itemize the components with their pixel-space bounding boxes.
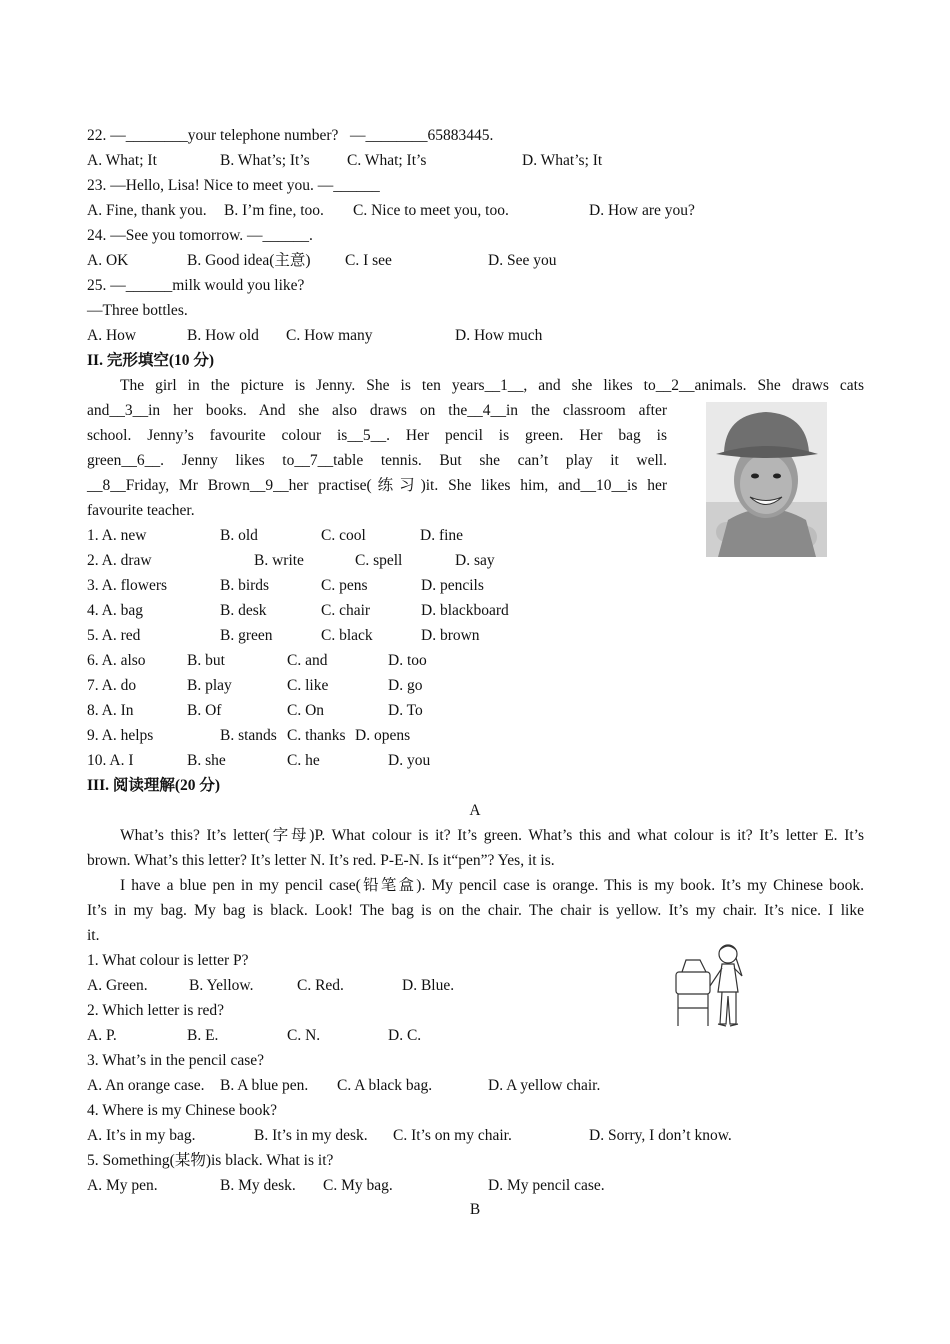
cloze-q2-c: C. spell: [355, 552, 403, 569]
q25-stem: 25. —______milk would you like?: [87, 277, 305, 294]
cloze-q3-c: C. pens: [321, 577, 368, 594]
reading-q4-stem: 4. Where is my Chinese book?: [87, 1102, 277, 1119]
reading-q1-c: C. Red.: [297, 977, 344, 994]
cloze-q3-b: B. birds: [220, 577, 270, 594]
q23-option-b: B. I’m fine, too.: [224, 202, 324, 219]
reading-q4-d: D. Sorry, I don’t know.: [589, 1127, 732, 1144]
reading-a-para1-line1: What’s this? It’s letter(字母)P. What colour is it? It’s green. What’s this and what colour is it? It’s letter E. It’s: [120, 827, 864, 844]
boy-chair-sketch-icon: [670, 942, 760, 1032]
q22-option-a: A. What; It: [87, 152, 157, 169]
cloze-q10-d: D. you: [388, 752, 431, 769]
q22-option-d: D. What’s; It: [522, 152, 603, 169]
part-a-label: A: [469, 802, 481, 819]
q25-answer-line: —Three bottles.: [87, 302, 188, 319]
section2-heading: II. 完形填空(10 分): [87, 352, 215, 369]
reading-q5-a: A. My pen.: [87, 1177, 158, 1194]
reading-a-para2-line1: I have a blue pen in my pencil case(铅笔盒). My pencil case is orange. This is my book. It’s my Chinese book.: [120, 877, 864, 894]
reading-q5-d: D. My pencil case.: [488, 1177, 605, 1194]
q22-stem: 22. —________your telephone number? —________65883445.: [87, 127, 494, 144]
cloze-q4-b: B. desk: [220, 602, 267, 619]
reading-q2-a: A. P.: [87, 1027, 117, 1044]
cloze-q7-c: C. like: [287, 677, 329, 694]
cloze-q5-c: C. black: [321, 627, 373, 644]
cloze-q2-d: D. say: [455, 552, 495, 569]
cloze-line-3: school. Jenny’s favourite colour is__5__. Her pencil is green. Her bag is: [87, 427, 667, 444]
q24-option-a: A. OK: [87, 252, 129, 269]
cloze-line-2: and__3__in her books. And she also draws on the__4__in the classroom after: [87, 402, 667, 419]
cloze-q10-a: 10. A. I: [87, 752, 134, 769]
cloze-q4-a: 4. A. bag: [87, 602, 143, 619]
cloze-q5-d: D. brown: [421, 627, 480, 644]
q23-option-a: A. Fine, thank you.: [87, 202, 207, 219]
cloze-q10-c: C. he: [287, 752, 320, 769]
q23-option-d: D. How are you?: [589, 202, 695, 219]
reading-q2-c: C. N.: [287, 1027, 321, 1044]
reading-q1-d: D. Blue.: [402, 977, 455, 994]
cloze-q7-a: 7. A. do: [87, 677, 137, 694]
q23-stem: 23. —Hello, Lisa! Nice to meet you. —______: [87, 177, 380, 194]
cloze-q10-b: B. she: [187, 752, 226, 769]
reading-q3-d: D. A yellow chair.: [488, 1077, 601, 1094]
part-b-label: B: [469, 1201, 481, 1218]
reading-q2-stem: 2. Which letter is red?: [87, 1002, 225, 1019]
reading-q3-c: C. A black bag.: [337, 1077, 433, 1094]
reading-q1-stem: 1. What colour is letter P?: [87, 952, 249, 969]
q24-option-d: D. See you: [488, 252, 557, 269]
section3-heading: III. 阅读理解(20 分): [87, 777, 221, 794]
cloze-q4-c: C. chair: [321, 602, 371, 619]
cloze-q7-b: B. play: [187, 677, 232, 694]
cloze-q8-b: B. Of: [187, 702, 222, 719]
cloze-q1-c: C. cool: [321, 527, 366, 544]
cloze-q1-d: D. fine: [420, 527, 464, 544]
girl-photo-icon: [706, 402, 827, 557]
cloze-q5-b: B. green: [220, 627, 273, 644]
q24-option-b: B. Good idea(主意): [187, 252, 311, 269]
q23-option-c: C. Nice to meet you, too.: [353, 202, 509, 219]
reading-q3-stem: 3. What’s in the pencil case?: [87, 1052, 265, 1069]
cloze-q8-a: 8. A. In: [87, 702, 134, 719]
reading-a-para2-line3: it.: [87, 927, 100, 944]
reading-q3-a: A. An orange case.: [87, 1077, 205, 1094]
cloze-q2-a: 2. A. draw: [87, 552, 152, 569]
cloze-q1-b: B. old: [220, 527, 258, 544]
cloze-q6-a: 6. A. also: [87, 652, 146, 669]
q25-option-d: D. How much: [455, 327, 543, 344]
cloze-line-5: __8__Friday, Mr Brown__9__her practise(练习)it. She likes him, and__10__is her: [87, 477, 667, 494]
q22-option-c: C. What; It’s: [347, 152, 427, 169]
reading-a-para1-line2: brown. What’s this letter? It’s letter N. It’s red. P-E-N. Is it“pen”? Yes, it is.: [87, 852, 555, 869]
reading-q1-b: B. Yellow.: [189, 977, 254, 994]
cloze-q9-c: C. thanks: [287, 727, 346, 744]
cloze-q8-c: C. On: [287, 702, 325, 719]
cloze-q7-d: D. go: [388, 677, 423, 694]
cloze-q6-b: B. but: [187, 652, 225, 669]
reading-q4-a: A. It’s in my bag.: [87, 1127, 196, 1144]
cloze-line-1: The girl in the picture is Jenny. She is ten years__1__, and she likes to__2__animals. She draws cats: [120, 377, 864, 394]
q22-option-b: B. What’s; It’s: [220, 152, 310, 169]
reading-q5-c: C. My bag.: [323, 1177, 393, 1194]
cloze-q3-a: 3. A. flowers: [87, 577, 168, 594]
q25-option-b: B. How old: [187, 327, 259, 344]
reading-q4-c: C. It’s on my chair.: [393, 1127, 512, 1144]
q24-stem: 24. —See you tomorrow. —______.: [87, 227, 313, 244]
cloze-q9-d: D. opens: [355, 727, 411, 744]
reading-q4-b: B. It’s in my desk.: [254, 1127, 368, 1144]
cloze-q5-a: 5. A. red: [87, 627, 141, 644]
q24-option-c: C. I see: [345, 252, 392, 269]
reading-q3-b: B. A blue pen.: [220, 1077, 309, 1094]
cloze-q9-a: 9. A. helps: [87, 727, 154, 744]
cloze-q9-b: B. stands: [220, 727, 277, 744]
cloze-line-6: favourite teacher.: [87, 502, 195, 519]
reading-q5-b: B. My desk.: [220, 1177, 296, 1194]
cloze-q1-a: 1. A. new: [87, 527, 147, 544]
cloze-q4-d: D. blackboard: [421, 602, 509, 619]
reading-q2-b: B. E.: [187, 1027, 219, 1044]
cloze-line-4: green__6__. Jenny likes to__7__table tennis. But she can’t play it well.: [87, 452, 667, 469]
cloze-q3-d: D. pencils: [421, 577, 484, 594]
reading-q2-d: D. C.: [388, 1027, 422, 1044]
cloze-q6-c: C. and: [287, 652, 328, 669]
reading-q5-stem: 5. Something(某物)is black. What is it?: [87, 1152, 334, 1169]
cloze-q8-d: D. To: [388, 702, 423, 719]
q25-option-c: C. How many: [286, 327, 373, 344]
cloze-q6-d: D. too: [388, 652, 427, 669]
q25-option-a: A. How: [87, 327, 137, 344]
cloze-q2-b: B. write: [254, 552, 304, 569]
reading-q1-a: A. Green.: [87, 977, 148, 994]
reading-a-para2-line2: It’s in my bag. My bag is black. Look! The bag is on the chair. The chair is yellow. It’s my chair. It’s nice. I like: [87, 902, 864, 919]
